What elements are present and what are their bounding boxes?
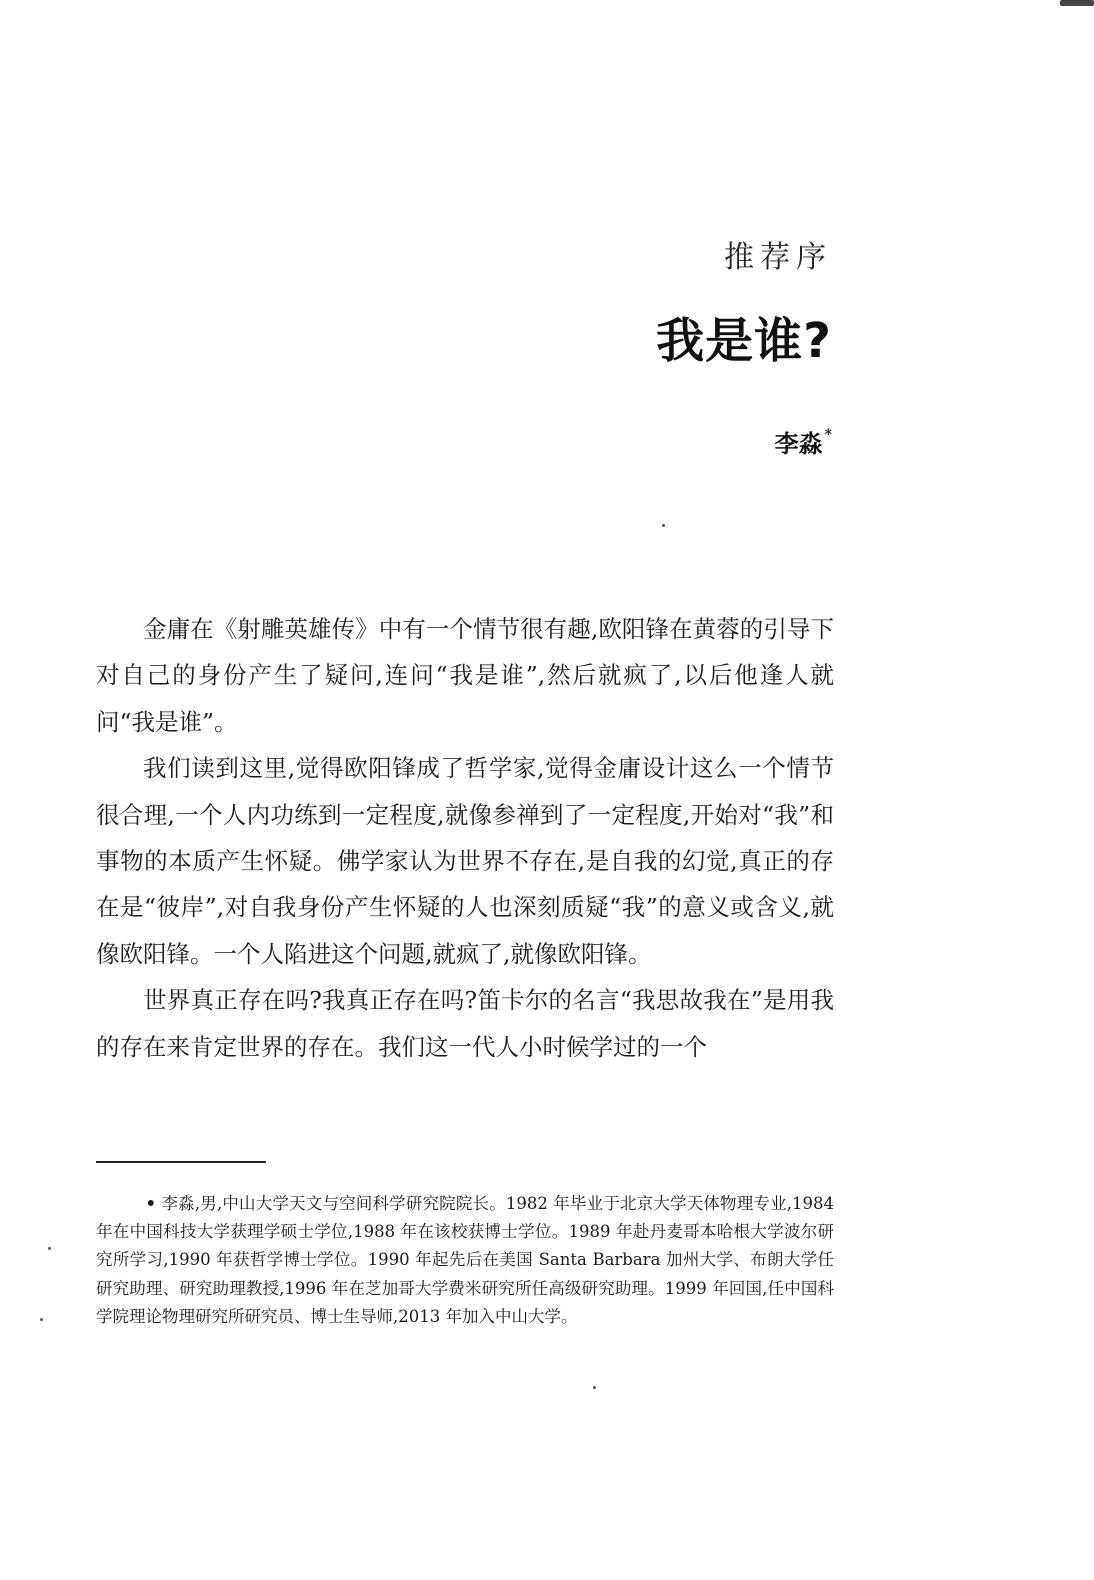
scan-speck xyxy=(662,524,665,527)
paragraph: 世界真正存在吗?我真正存在吗?笛卡尔的名言“我思故我在”是用我的存在来肯定世界的存在。我们这一代人小时候学过的一个 xyxy=(96,986,834,1061)
paragraph: 我们读到这里,觉得欧阳锋成了哲学家,觉得金庸设计这么一个情节很合理,一个人内功练到一定程度,就像参禅到了一定程度,开始对“我”和事物的本质产生怀疑。佛学家认为世界不存在,是自我的幻觉,真正的存在是“彼岸”,对自我身份产生怀疑的人也深刻质疑“我”的意义或含义,就像欧阳锋。一个人陷进这个问题,就疯了,就像欧阳锋。 xyxy=(96,754,834,968)
section-label: 推荐序 xyxy=(724,240,832,275)
footnote-divider xyxy=(96,1161,266,1163)
footnote-text: 李淼,男,中山大学天文与空间科学研究院院长。1982 年毕业于北京大学天体物理专业,1984 年在中国科技大学获理学硕士学位,1988 年在该校获博士学位。1989 年赴丹麦哥本哈根大学波尔研究所学习,1990 年获哲学博士学位。1990 年起先后在美国 Santa Barbara 加州大学、布朗大学任研究助理、研究助理教授,1996 年在芝加哥大学费米研究所任高级研究助理。1999 年回国,任中国科学院理论物理研究所研究员、博士生导师,2013 年加入中山大学。 xyxy=(96,1194,835,1326)
body-text xyxy=(96,606,834,1070)
chapter-title: 我是谁? xyxy=(656,313,832,369)
footnote xyxy=(96,1190,834,1331)
author-line xyxy=(775,424,832,459)
author-name: 李淼 xyxy=(774,429,823,458)
author-footnote-mark: * xyxy=(824,427,832,443)
scan-speck xyxy=(48,1247,51,1250)
scan-speck xyxy=(593,1386,596,1389)
scan-corner-mark xyxy=(1060,0,1094,6)
scan-speck xyxy=(40,1318,43,1321)
paragraph: 金庸在《射雕英雄传》中有一个情节很有趣,欧阳锋在黄蓉的引导下对自己的身份产生了疑问,连问“我是谁”,然后就疯了,以后他逢人就问“我是谁”。 xyxy=(96,615,834,736)
footnote-marker: • xyxy=(145,1194,157,1213)
